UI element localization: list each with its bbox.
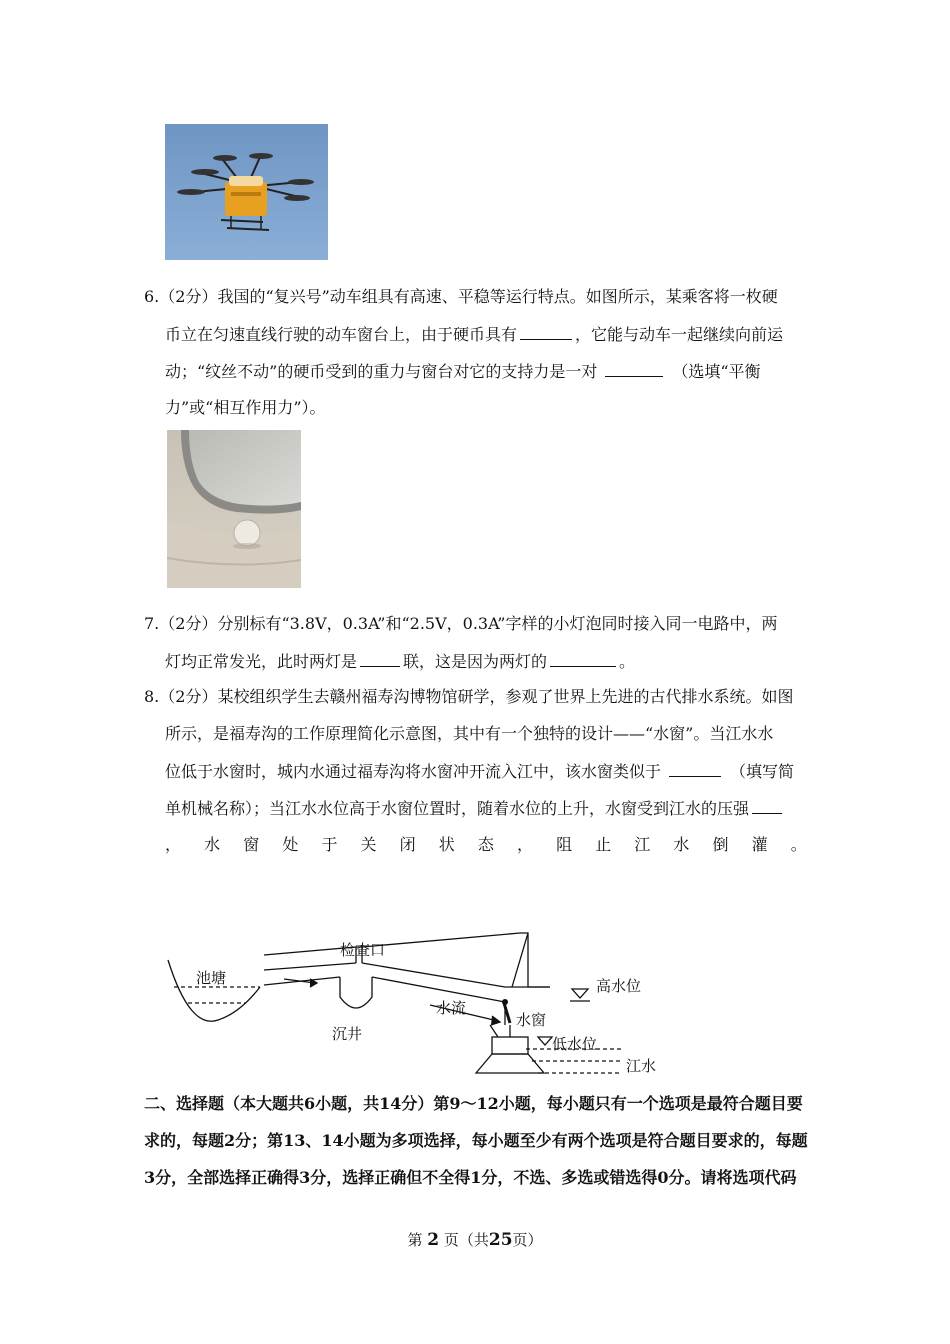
q6-line-2 bbox=[165, 323, 783, 346]
channel-top-wall bbox=[264, 933, 550, 987]
q8-line-5-char: 状 bbox=[438, 835, 455, 854]
q8-line-5-char: 灌 bbox=[751, 835, 768, 854]
label-pond: 池塘 bbox=[196, 969, 227, 987]
q8-line-5-char: 江 bbox=[634, 835, 651, 854]
drone-photo bbox=[165, 124, 328, 260]
q8-line-5-char: 止 bbox=[595, 835, 612, 854]
footer-page-number: 2 bbox=[427, 1230, 440, 1250]
q6-line-3-text-a: 动；“纹丝不动”的硬币受到的重力与窗台对它的支持力是一对 bbox=[165, 362, 598, 381]
footer-total-pages: 25 bbox=[488, 1230, 513, 1250]
q8-line-3 bbox=[165, 760, 794, 783]
q8-line-5-char: 窗 bbox=[243, 835, 260, 854]
label-flow: 水流 bbox=[436, 999, 467, 1017]
q8-line-5-char: ， bbox=[165, 835, 182, 854]
q8-line-1: 8.（2分）某校组织学生去赣州福寿沟博物馆研学，参观了世界上先进的古代排水系统。如图 bbox=[144, 687, 794, 706]
q8-line-5-char: 水 bbox=[673, 835, 690, 854]
q8-line-5-char: 水 bbox=[204, 835, 221, 854]
q7-line-2-text-c: 。 bbox=[619, 652, 636, 671]
label-low-level: 低水位 bbox=[552, 1035, 598, 1053]
q7-answer-blank-1[interactable] bbox=[360, 650, 400, 667]
label-shaft: 沉井 bbox=[332, 1025, 363, 1043]
q8-line-4-text-a: 单机械名称）；当江水水位高于水窗位置时，随着水位的上升，水窗受到江水的压强 bbox=[165, 799, 750, 818]
q8-line-3-text-b: （填写简 bbox=[730, 762, 795, 781]
q7-line-2-text-b: 联，这是因为两灯的 bbox=[403, 652, 548, 671]
q6-line-2-text-a: 币立在匀速直线行驶的动车窗台上，由于硬币具有 bbox=[165, 325, 518, 344]
q8-answer-blank-1[interactable] bbox=[669, 760, 721, 777]
coin-on-windowsill-image bbox=[167, 430, 301, 588]
q8-line-3-text-a: 位低于水窗时，城内水通过福寿沟将水窗冲开流入江中，该水窗类似于 bbox=[165, 762, 662, 781]
label-high-level: 高水位 bbox=[596, 977, 642, 995]
q8-line-4 bbox=[165, 797, 785, 820]
footer-middle: 页（共 bbox=[443, 1231, 489, 1249]
q8-line-5-char: 。 bbox=[790, 835, 807, 854]
page-footer bbox=[0, 1229, 950, 1250]
section-2-line-2: 求的，每题2分；第13、14小题为多项选择，每小题至少有两个选项是符合题目要求的，每题 bbox=[144, 1131, 808, 1150]
shaft bbox=[340, 977, 372, 1008]
q6-answer-blank-1[interactable] bbox=[520, 323, 572, 340]
section-2-line-1: 二、选择题（本大题共6小题，共14分）第9～12小题，每小题只有一个选项是最符合题目要 bbox=[144, 1094, 803, 1113]
q7-line-2 bbox=[165, 650, 635, 673]
q8-line-5-char: 处 bbox=[282, 835, 299, 854]
q8-line-5-char: 闭 bbox=[399, 835, 416, 854]
drone-image bbox=[165, 124, 328, 260]
low-level-marker bbox=[538, 1037, 552, 1045]
q6-answer-blank-2[interactable] bbox=[605, 360, 663, 377]
drainage-diagram bbox=[160, 925, 680, 1085]
q8-line-5-char: 关 bbox=[360, 835, 377, 854]
high-level-marker bbox=[570, 989, 590, 1001]
q8-line-5 bbox=[165, 834, 807, 856]
q6-line-3-text-b: （选填“平衡 bbox=[672, 362, 761, 381]
q8-line-5-char: 倒 bbox=[712, 835, 729, 854]
q7-line-1: 7.（2分）分别标有“3.8V，0.3A”和“2.5V，0.3A”字样的小灯泡同时接入同一电路中，两 bbox=[144, 614, 778, 633]
label-checkpoint: 检查口 bbox=[340, 941, 386, 959]
q6-line-4: 力”或“相互作用力”）。 bbox=[165, 398, 326, 417]
footer-suffix: 页） bbox=[512, 1231, 543, 1249]
q8-line-5-char: 态 bbox=[477, 835, 494, 854]
q6-line-1: 6.（2分）我国的“复兴号”动车组具有高速、平稳等运行特点。如图所示，某乘客将一枚硬 bbox=[144, 287, 778, 306]
q7-answer-blank-2[interactable] bbox=[550, 650, 616, 667]
q8-line-5-char: 于 bbox=[321, 835, 338, 854]
q8-line-2: 所示，是福寿沟的工作原理简化示意图，其中有一个独特的设计——“水窗”。当江水水 bbox=[165, 724, 774, 743]
footer-prefix: 第 bbox=[407, 1231, 423, 1249]
q6-line-2-text-b: ，它能与动车一起继续向前运 bbox=[575, 325, 784, 344]
q6-line-3 bbox=[165, 360, 761, 383]
q8-line-5-char: 阻 bbox=[556, 835, 573, 854]
q7-line-2-text-a: 灯均正常发光，此时两灯是 bbox=[165, 652, 358, 671]
train-window-photo bbox=[167, 430, 301, 588]
label-river: 江水 bbox=[626, 1057, 657, 1075]
label-window: 水窗 bbox=[516, 1011, 547, 1029]
q8-line-5-char: ， bbox=[516, 835, 533, 854]
section-2-line-3: 3分，全部选择正确得3分，选择正确但不全得1分，不选、多选或错选得0分。请将选项代码 bbox=[144, 1168, 797, 1187]
q8-answer-blank-2[interactable] bbox=[752, 797, 782, 814]
